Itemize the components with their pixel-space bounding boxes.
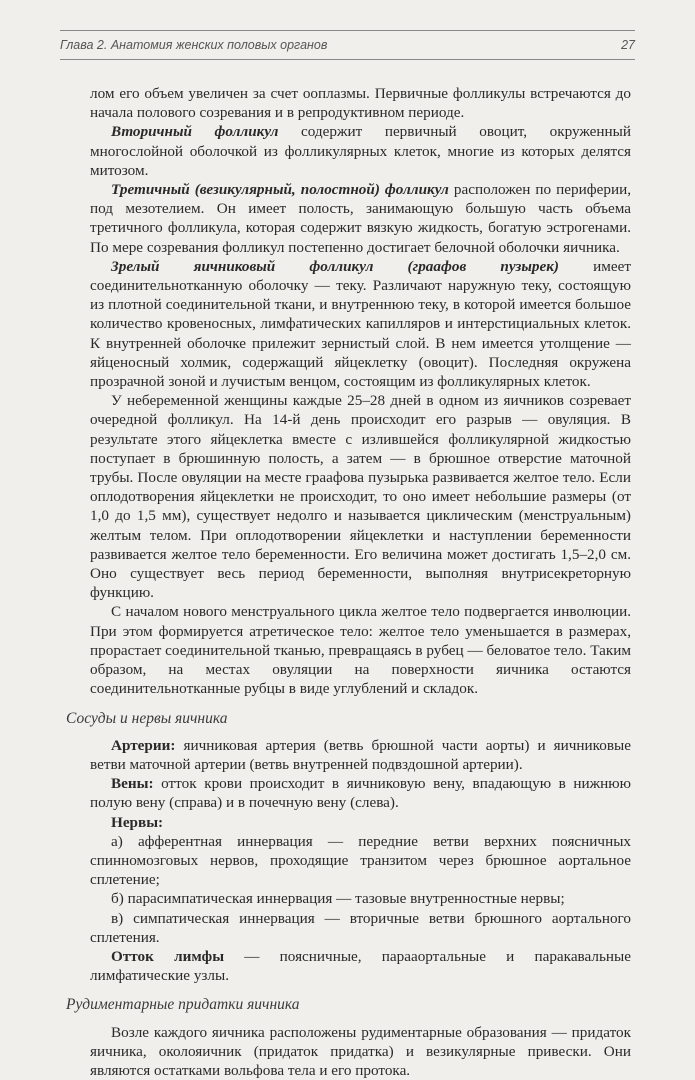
term-tertiary-follicle: Третичный (везикулярный, полостной) фолликул: [111, 181, 449, 199]
paragraph-ovulation: У небеременной женщины каждые 25–28 дней в одном из яичников созревает очередной фолликул. На 14-й день происходит его разрыв — овуляция. В результате этого яйцеклетка вместе с излившейся фолликулярной жидкостью поступает в брюшинную полость, а затем — в брюшное отверстие маточной трубы. После овуляции на месте граафова пузырька развивается желтое тело. Если оплодотворения яйцеклетки не происходит, то оно имеет небольшие размеры (от 1,0 до 1,5 мм), существует недолго и называется циклическим (менструальным) желтым телом. При оплодотворении яйцеклетки и наступлении беременности развивается желтое тело беременности. Его величина может достигать 1,5–2,0 см. Оно существует весь период беременности, выполняя внутрисекреторную функцию.: [90, 392, 631, 602]
list-item-nerves-b: б) парасимпатическая иннервация — тазовые внутренностные нервы;: [111, 890, 565, 908]
text-lymph: — поясничные, парааортальные и паракавальные лимфатические узлы.: [90, 947, 631, 985]
page-body: [66, 84, 632, 1080]
chapter-title: Глава 2. Анатомия женских половых органов: [60, 38, 328, 52]
term-arteries: Артерии:: [111, 736, 176, 754]
term-secondary-follicle: Вторичный фолликул: [111, 123, 279, 141]
term-veins: Вены:: [111, 775, 154, 793]
running-header: [60, 30, 635, 60]
list-item-nerves-a: а) афферентная иннервация — передние ветви верхних поясничных спинномозговых нервов, проходящие транзитом через брюшное аортальное сплетение;: [90, 832, 631, 889]
paragraph-secondary-follicle: [90, 122, 631, 180]
paragraph-lymph: [90, 947, 631, 985]
text-tertiary-follicle: расположен по периферии, под мезотелием. Он имеет полость, занимающую большую часть объема третичного фолликула, которая содержит вязкую жидкость, богатую эстрогенами. По мере созревания фолликул постепенно достигает белочной оболочки яичника.: [90, 181, 631, 256]
term-nerves: Нервы:: [111, 813, 164, 831]
paragraph-veins: [90, 774, 631, 812]
paragraph-involution: С началом нового менструального цикла желтое тело подвергается инволюции. При этом формируется атретическое тело: желтое тело уменьшается в размерах, прорастает соединительной тканью, превращаясь в рубец — беловатое тело. Таким образом, на местах овуляции на поверхности яичника остаются соединительнотканные рубцы в виде углублений и складок.: [90, 603, 631, 698]
text-veins: отток крови происходит в яичниковую вену, впадающую в нижнюю полую вену (справа) и в почечную вену (слева).: [90, 775, 631, 812]
term-lymph: Отток лимфы: [111, 947, 225, 965]
section-heading-vessels-nerves: Сосуды и нервы яичника: [66, 709, 228, 727]
paragraph-rudimentary: Возле каждого яичника расположены рудиментарные образования — придаток яичника, околояичник (придаток придатка) и везикулярные привески. Они являются остатками вольфова тела и его протока.: [90, 1023, 631, 1079]
paragraph-mature-follicle: [90, 257, 631, 391]
text-arteries: яичниковая артерия (ветвь брюшной части аорты) и яичниковые ветви маточной артерии (ветвь внутренней подвздошной артерии).: [90, 736, 631, 773]
paragraph-primary-follicles: лом его объем увеличен за счет ооплазмы. Первичные фолликулы встречаются до начала полового созревания и в репродуктивном периоде.: [90, 85, 631, 122]
text-secondary-follicle: содержит первичный овоцит, окруженный многослойной оболочкой из фолликулярных клеток, многие из которых делятся митозом.: [90, 123, 631, 179]
text-mature-follicle: имеет соединительнотканную оболочку — теку. Различают наружную теку, состоящую из плотной соединительной ткани, и внутреннюю теку, в которой имеется большое количество кровеносных, лимфатических капилляров и интерстициальных клеток. К внутренней оболочке прилежит зернистый слой. В нем имеется утолщение — яйценосный холмик, содержащий яйцеклетку (овоцит). Последняя окружена прозрачной зоной и лучистым венцом, состоящим из фолликулярных клеток.: [90, 257, 632, 391]
list-item-nerves-c: в) симпатическая иннервация — вторичные ветви брюшного аортального сплетения.: [90, 909, 631, 946]
paragraph-tertiary-follicle: [90, 180, 631, 257]
section-heading-rudimentary: Рудиментарные придатки яичника: [66, 996, 300, 1014]
page-number: 27: [621, 38, 635, 52]
paragraph-arteries: [90, 736, 631, 774]
term-mature-follicle: Зрелый яичниковый фолликул (граафов пузырек): [111, 257, 559, 275]
paragraph-nerves-heading: [90, 813, 631, 832]
